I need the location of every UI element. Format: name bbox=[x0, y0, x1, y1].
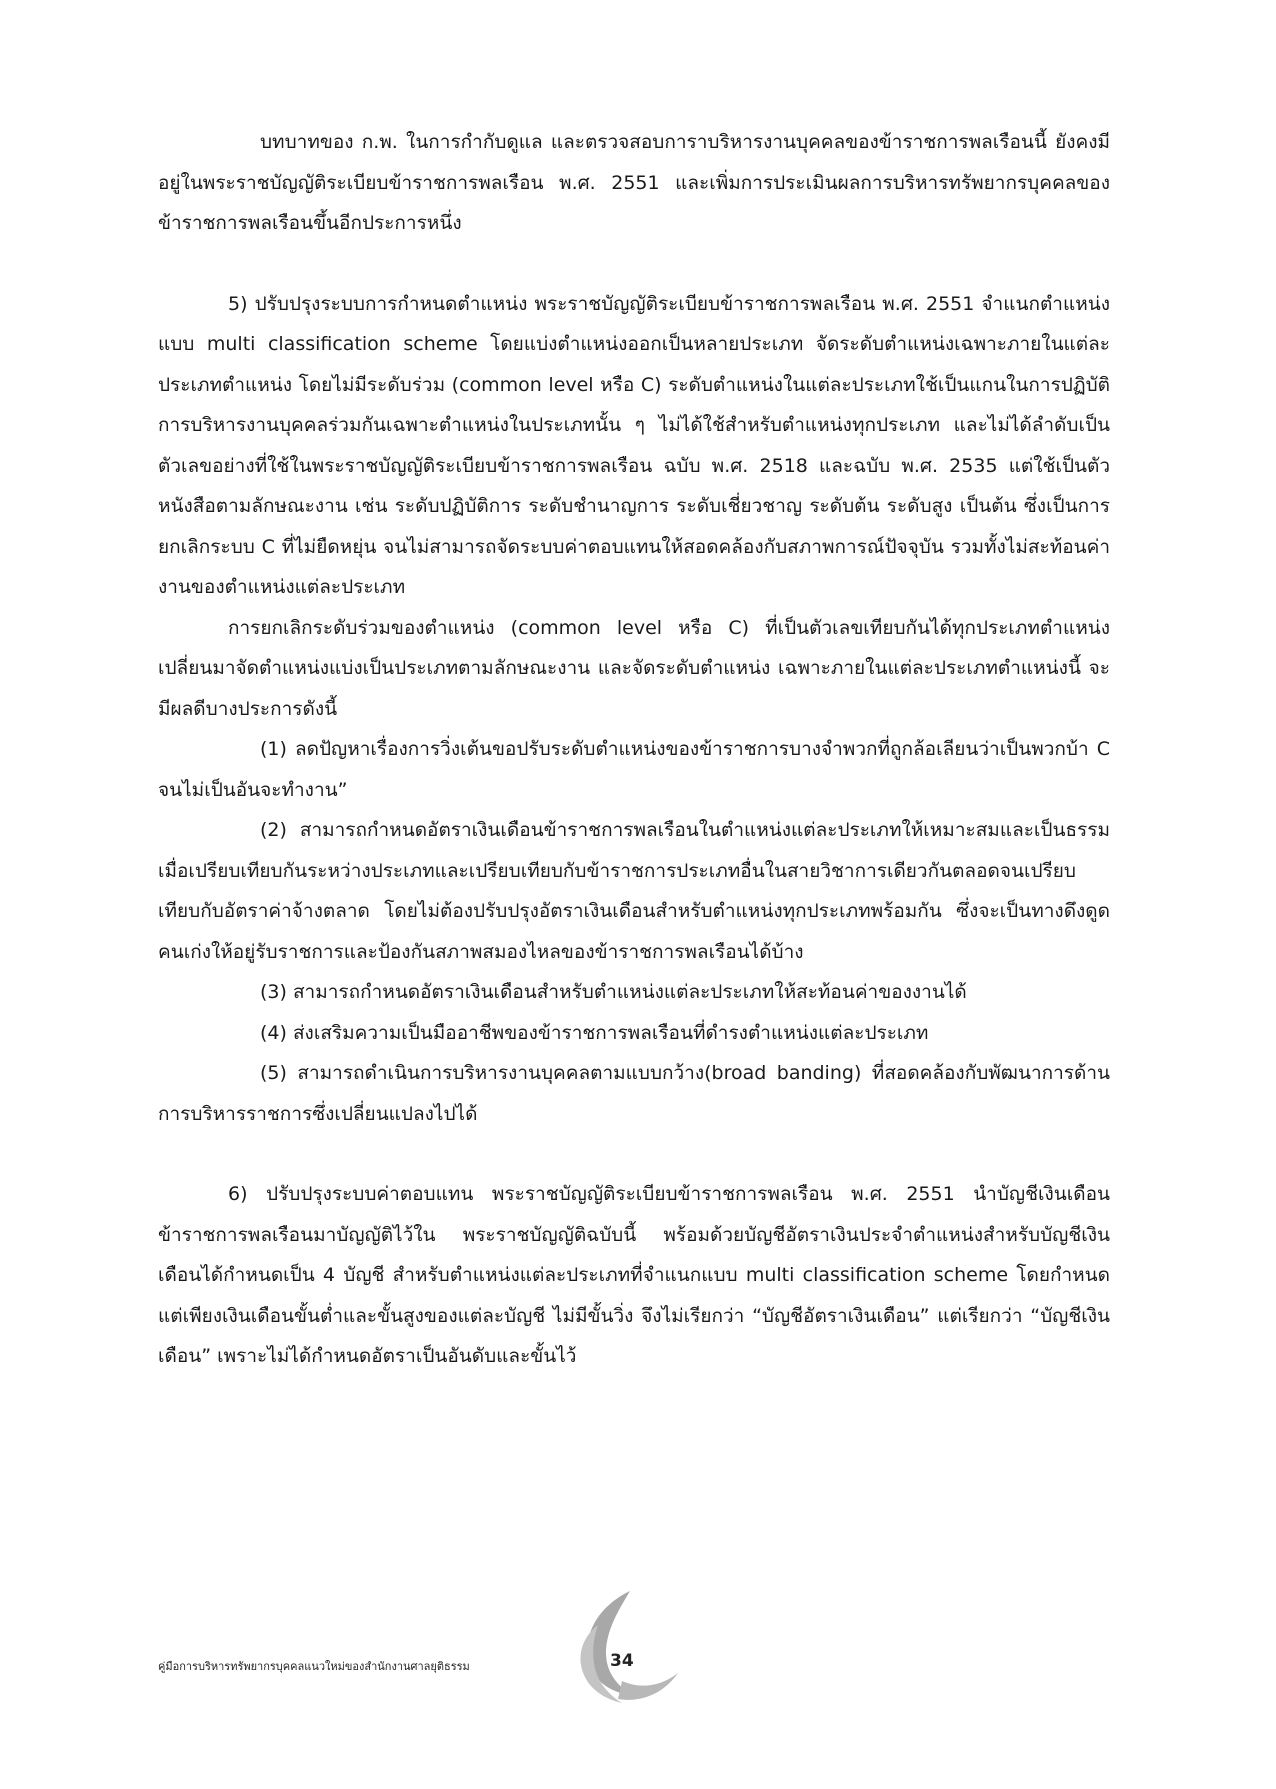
list-item-benefit-2: (2) สามารถกำหนดอัตราเงินเดือนข้าราชการพลเรือนในตำแหน่งแต่ละประเภทให้เหมาะสมและเป็นธรรม เมื่อเปรียบเทียบกันระหว่างประเภทและเปรียบเทียบกับข้าราชการประเภทอื่นในสายวิชาการเดียวกันตลอดจนเปรียบเทียบกับอัตราค่าจ้างตลาด โดยไม่ต้องปรับปรุงอัตราเงินเดือนสำหรับตำแหน่งทุกประเภทพร้อมกัน ซึ่งจะเป็นทางดึงดูดคนเก่งให้อยู่รับราชการและป้องกันสภาพสมองไหลของข้าราชการพลเรือนได้บ้าง bbox=[158, 819, 1110, 963]
paragraph-compensation-system: 6) ปรับปรุงระบบค่าตอบแทน พระราชบัญญัติระเบียบข้าราชการพลเรือน พ.ศ. 2551 นำบัญชีเงินเดือนข้าราชการพลเรือนมาบัญญัติไว้ใน พระราชบัญญัติฉบับนี้ พร้อมด้วยบัญชีอัตราเงินประจำตำแหน่งสำหรับบัญชีเงินเดือนได้กำหนดเป็น 4 บัญชี สำหรับตำแหน่งแต่ละประเภทที่จำแนกแบบ multi classification scheme โดยกำหนดแต่เพียงเงินเดือนขั้นต่ำและขั้นสูงของแต่ละบัญชี ไม่มีขั้นวิ่ง จึงไม่เรียกว่า “บัญชีอัตราเงินเดือน” แต่เรียกว่า “บัญชีเงินเดือน” เพราะไม่ได้กำหนดอัตราเป็นอันดับและขั้นไว้ bbox=[158, 1183, 1110, 1367]
list-item-benefit-1: (1) ลดปัญหาเรื่องการวิ่งเต้นขอปรับระดับตำแหน่งของข้าราชการบางจำพวกที่ถูกล้อเลียนว่าเป็นพวกบ้า C จนไม่เป็นอันจะทำงาน” bbox=[158, 738, 1110, 801]
paragraph-ocsc-role: บทบาทของ ก.พ. ในการกำกับดูแล และตรวจสอบการาบริหารงานบุคคลของข้าราชการพลเรือนนี้ ยังคงมีอยู่ในพระราชบัญญัติระเบียบข้าราชการพลเรือน พ.ศ. 2551 และเพิ่มการประเมินผลการบริหารทรัพยากรบุคคลของข้าราชการพลเรือนขึ้นอีกประการหนึ่ง bbox=[158, 131, 1110, 234]
paragraph-position-system: 5) ปรับปรุงระบบการกำหนดตำแหน่ง พระราชบัญญัติระเบียบข้าราชการพลเรือน พ.ศ. 2551 จำแนกตำแหน่งแบบ multi classification scheme โดยแบ่งตำแหน่งออกเป็นหลายประเภท จัดระดับตำแหน่งเฉพาะภายในแต่ละประเภทตำแหน่ง โดยไม่มีระดับร่วม (common level หรือ C) ระดับตำแหน่งในแต่ละประเภทใช้เป็นแกนในการปฏิบัติการบริหารงานบุคคลร่วมกันเฉพาะตำแหน่งในประเภทนั้น ๆ ไม่ได้ใช้สำหรับตำแหน่งทุกประเภท และไม่ได้ลำดับเป็นตัวเลขอย่างที่ใช้ในพระราชบัญญัติระเบียบข้าราชการพลเรือน ฉบับ พ.ศ. 2518 และฉบับ พ.ศ. 2535 แต่ใช้เป็นตัวหนังสือตามลักษณะงาน เช่น ระดับปฏิบัติการ ระดับชำนาญการ ระดับเชี่ยวชาญ ระดับต้น ระดับสูง เป็นต้น ซึ่งเป็นการยกเลิกระบบ C ที่ไม่ยืดหยุ่น จนไม่สามารถจัดระบบค่าตอบแทนให้สอดคล้องกับสภาพการณ์ปัจจุบัน รวมทั้งไม่สะท้อนค่างานของตำแหน่งแต่ละประเภท bbox=[158, 292, 1110, 598]
page-number: 34 bbox=[610, 1651, 634, 1671]
list-item-benefit-4: (4) ส่งเสริมความเป็นมืออาชีพของข้าราชการพลเรือนที่ดำรงตำแหน่งแต่ละประเภท bbox=[260, 1021, 929, 1044]
list-item-benefit-3: (3) สามารถกำหนดอัตราเงินเดือนสำหรับตำแหน่งแต่ละประเภทให้สะท้อนค่าของงานได้ bbox=[260, 981, 967, 1003]
paragraph-common-level-abolition: การยกเลิกระดับร่วมของตำแหน่ง (common level หรือ C) ที่เป็นตัวเลขเทียบกันได้ทุกประเภทตำแหน่ง เปลี่ยนมาจัดตำแหน่งแบ่งเป็นประเภทตามลักษณะงาน และจัดระดับตำแหน่ง เฉพาะภายในแต่ละประเภทตำแหน่งนี้ จะมีผลดีบางประการดังนี้ bbox=[158, 616, 1110, 720]
list-item-benefit-5: (5) สามารถดำเนินการบริหารงานบุคคลตามแบบกว้าง(broad banding) ที่สอดคล้องกับพัฒนาการด้านการบริหารราชการซึ่งเปลี่ยนแปลงไปได้ bbox=[158, 1062, 1110, 1125]
spacer bbox=[158, 244, 1110, 284]
spacer bbox=[158, 1134, 1110, 1174]
swoosh-logo-icon bbox=[560, 1585, 690, 1715]
body-text bbox=[158, 122, 1110, 1377]
footer-title: คู่มือการบริหารทรัพยากรบุคคลแนวใหม่ของสำนักงานศาลยุติธรรม bbox=[158, 1660, 470, 1673]
